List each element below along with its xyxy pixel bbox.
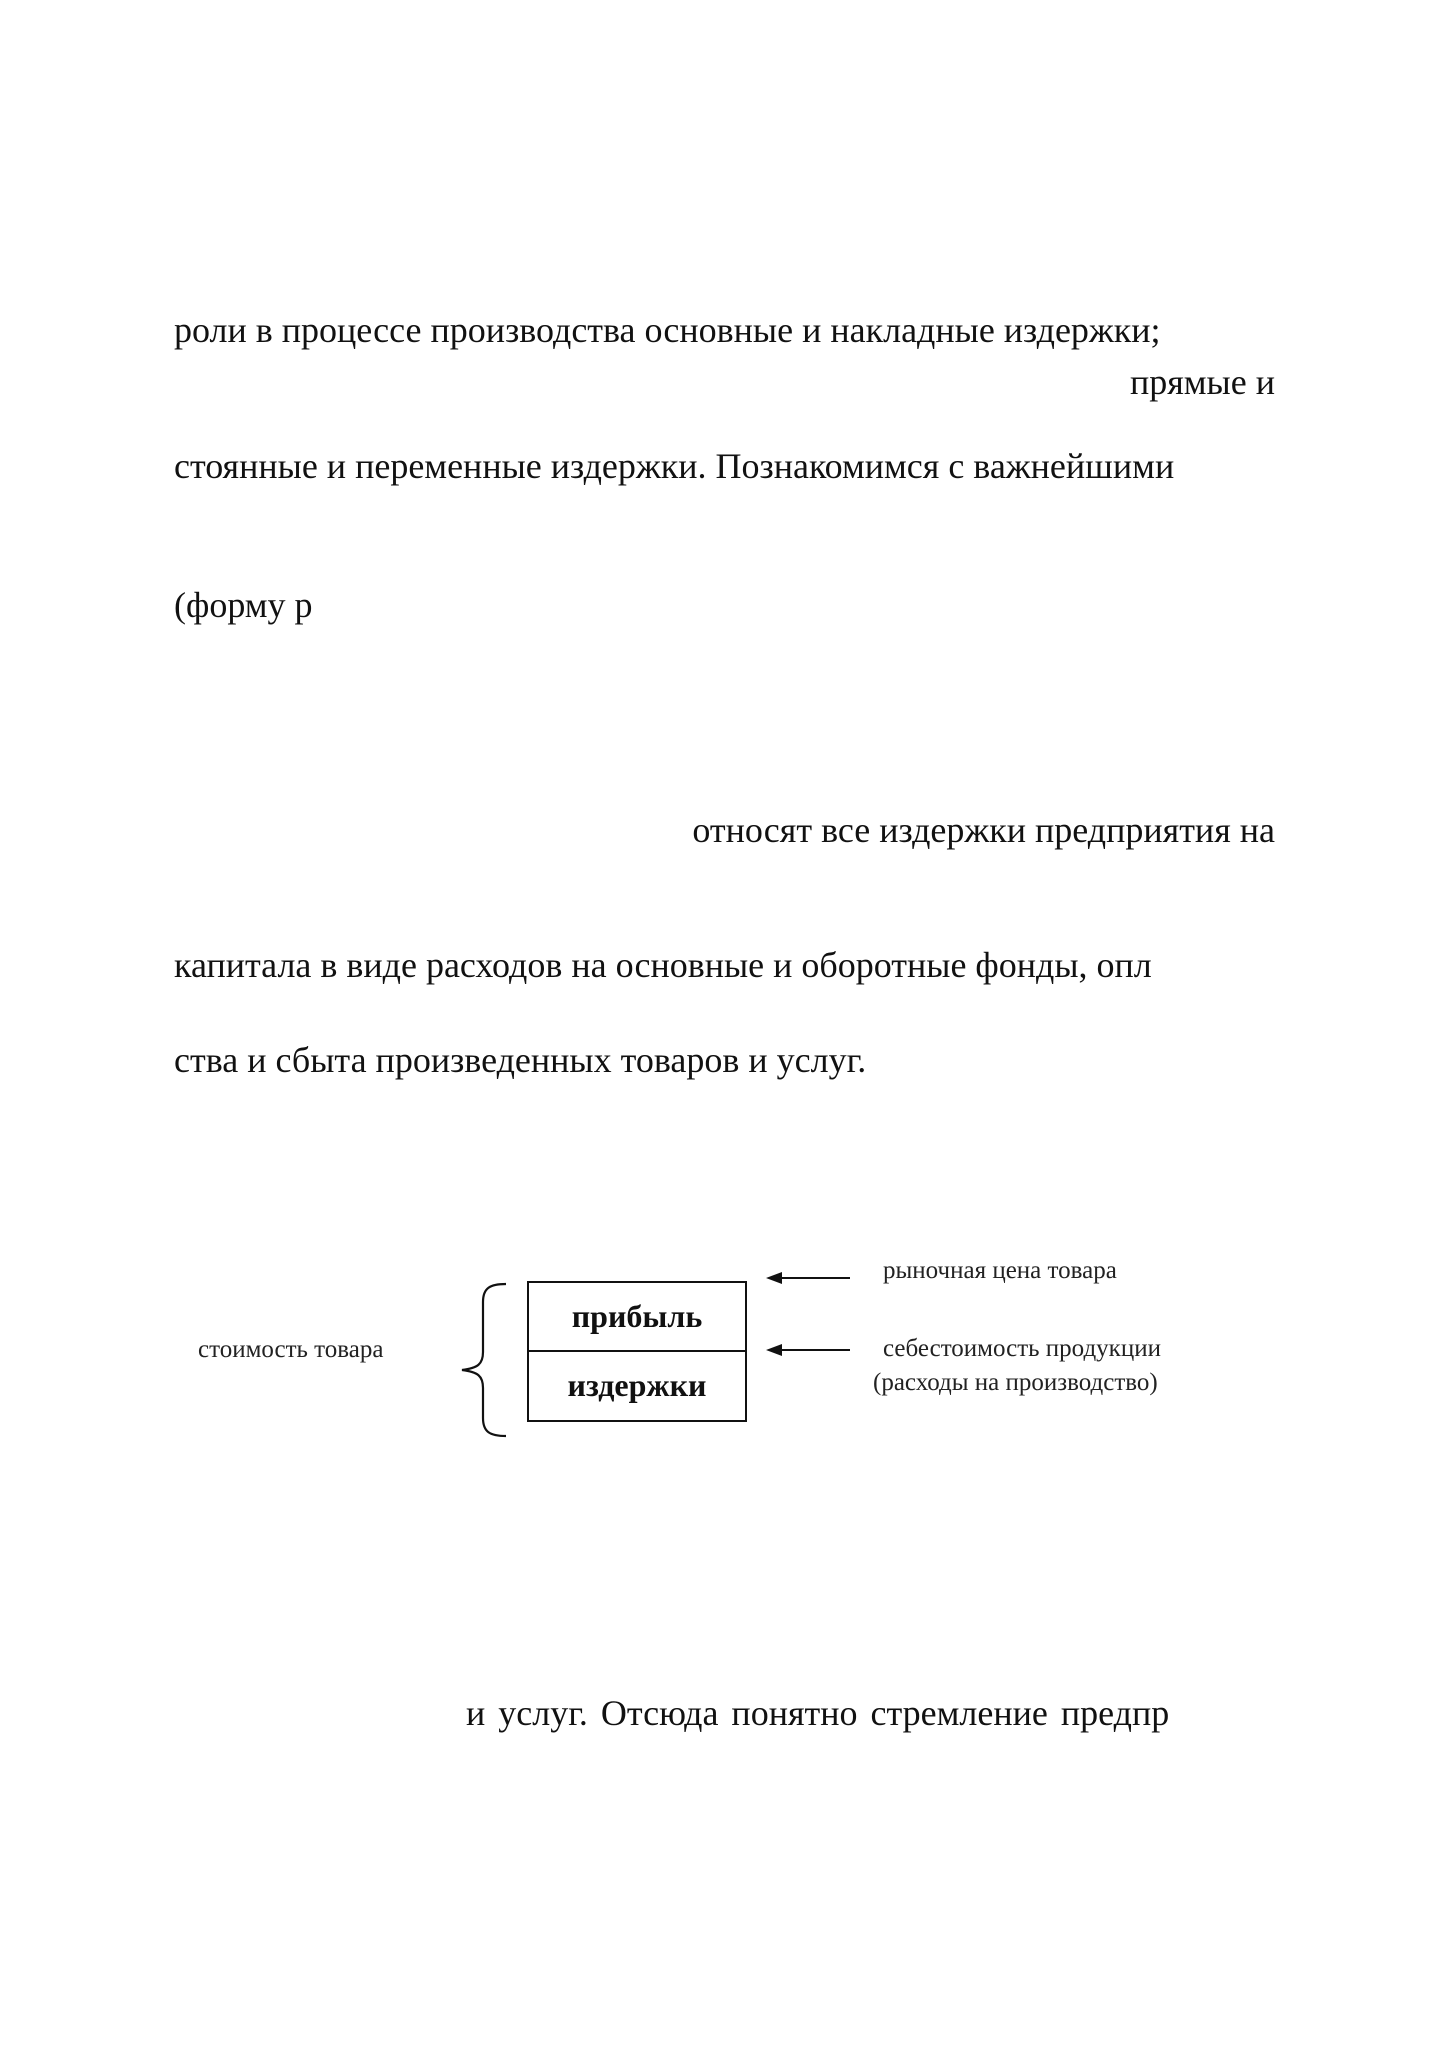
text-line: роли в процессе производства основные и накладные издержки; [174, 310, 1161, 350]
arrowhead-icon [766, 1344, 782, 1356]
cost-price-sublabel: (расходы на производство) [873, 1369, 1158, 1396]
text-line: ства и сбыта произведенных товаров и услуг. [174, 1040, 867, 1080]
cost-structure-box [527, 1281, 747, 1422]
cost-price-label: себестоимость продукции [883, 1335, 1161, 1362]
profit-cell: прибыль [529, 1283, 745, 1352]
cost-profit-diagram [190, 1240, 1270, 1440]
cost-label: стоимость товара [198, 1336, 384, 1363]
arrowhead-icon [766, 1272, 782, 1284]
expenses-cell: издержки [567, 1367, 707, 1404]
text-line: (форму р [174, 585, 313, 625]
market-price-label: рыночная цена товара [883, 1257, 1117, 1284]
curly-brace-icon [462, 1284, 506, 1436]
text-line: относят все издержки предприятия на [692, 810, 1275, 850]
text-line: стоянные и переменные издержки. Познакомимся с важнейшими [174, 446, 1175, 486]
text-line: прямые и [1129, 362, 1275, 402]
text-line: и услуг. Отсюда понятно стремление предпр [466, 1693, 1170, 1733]
text-line: капитала в виде расходов на основные и оборотные фонды, опл [174, 945, 1152, 985]
